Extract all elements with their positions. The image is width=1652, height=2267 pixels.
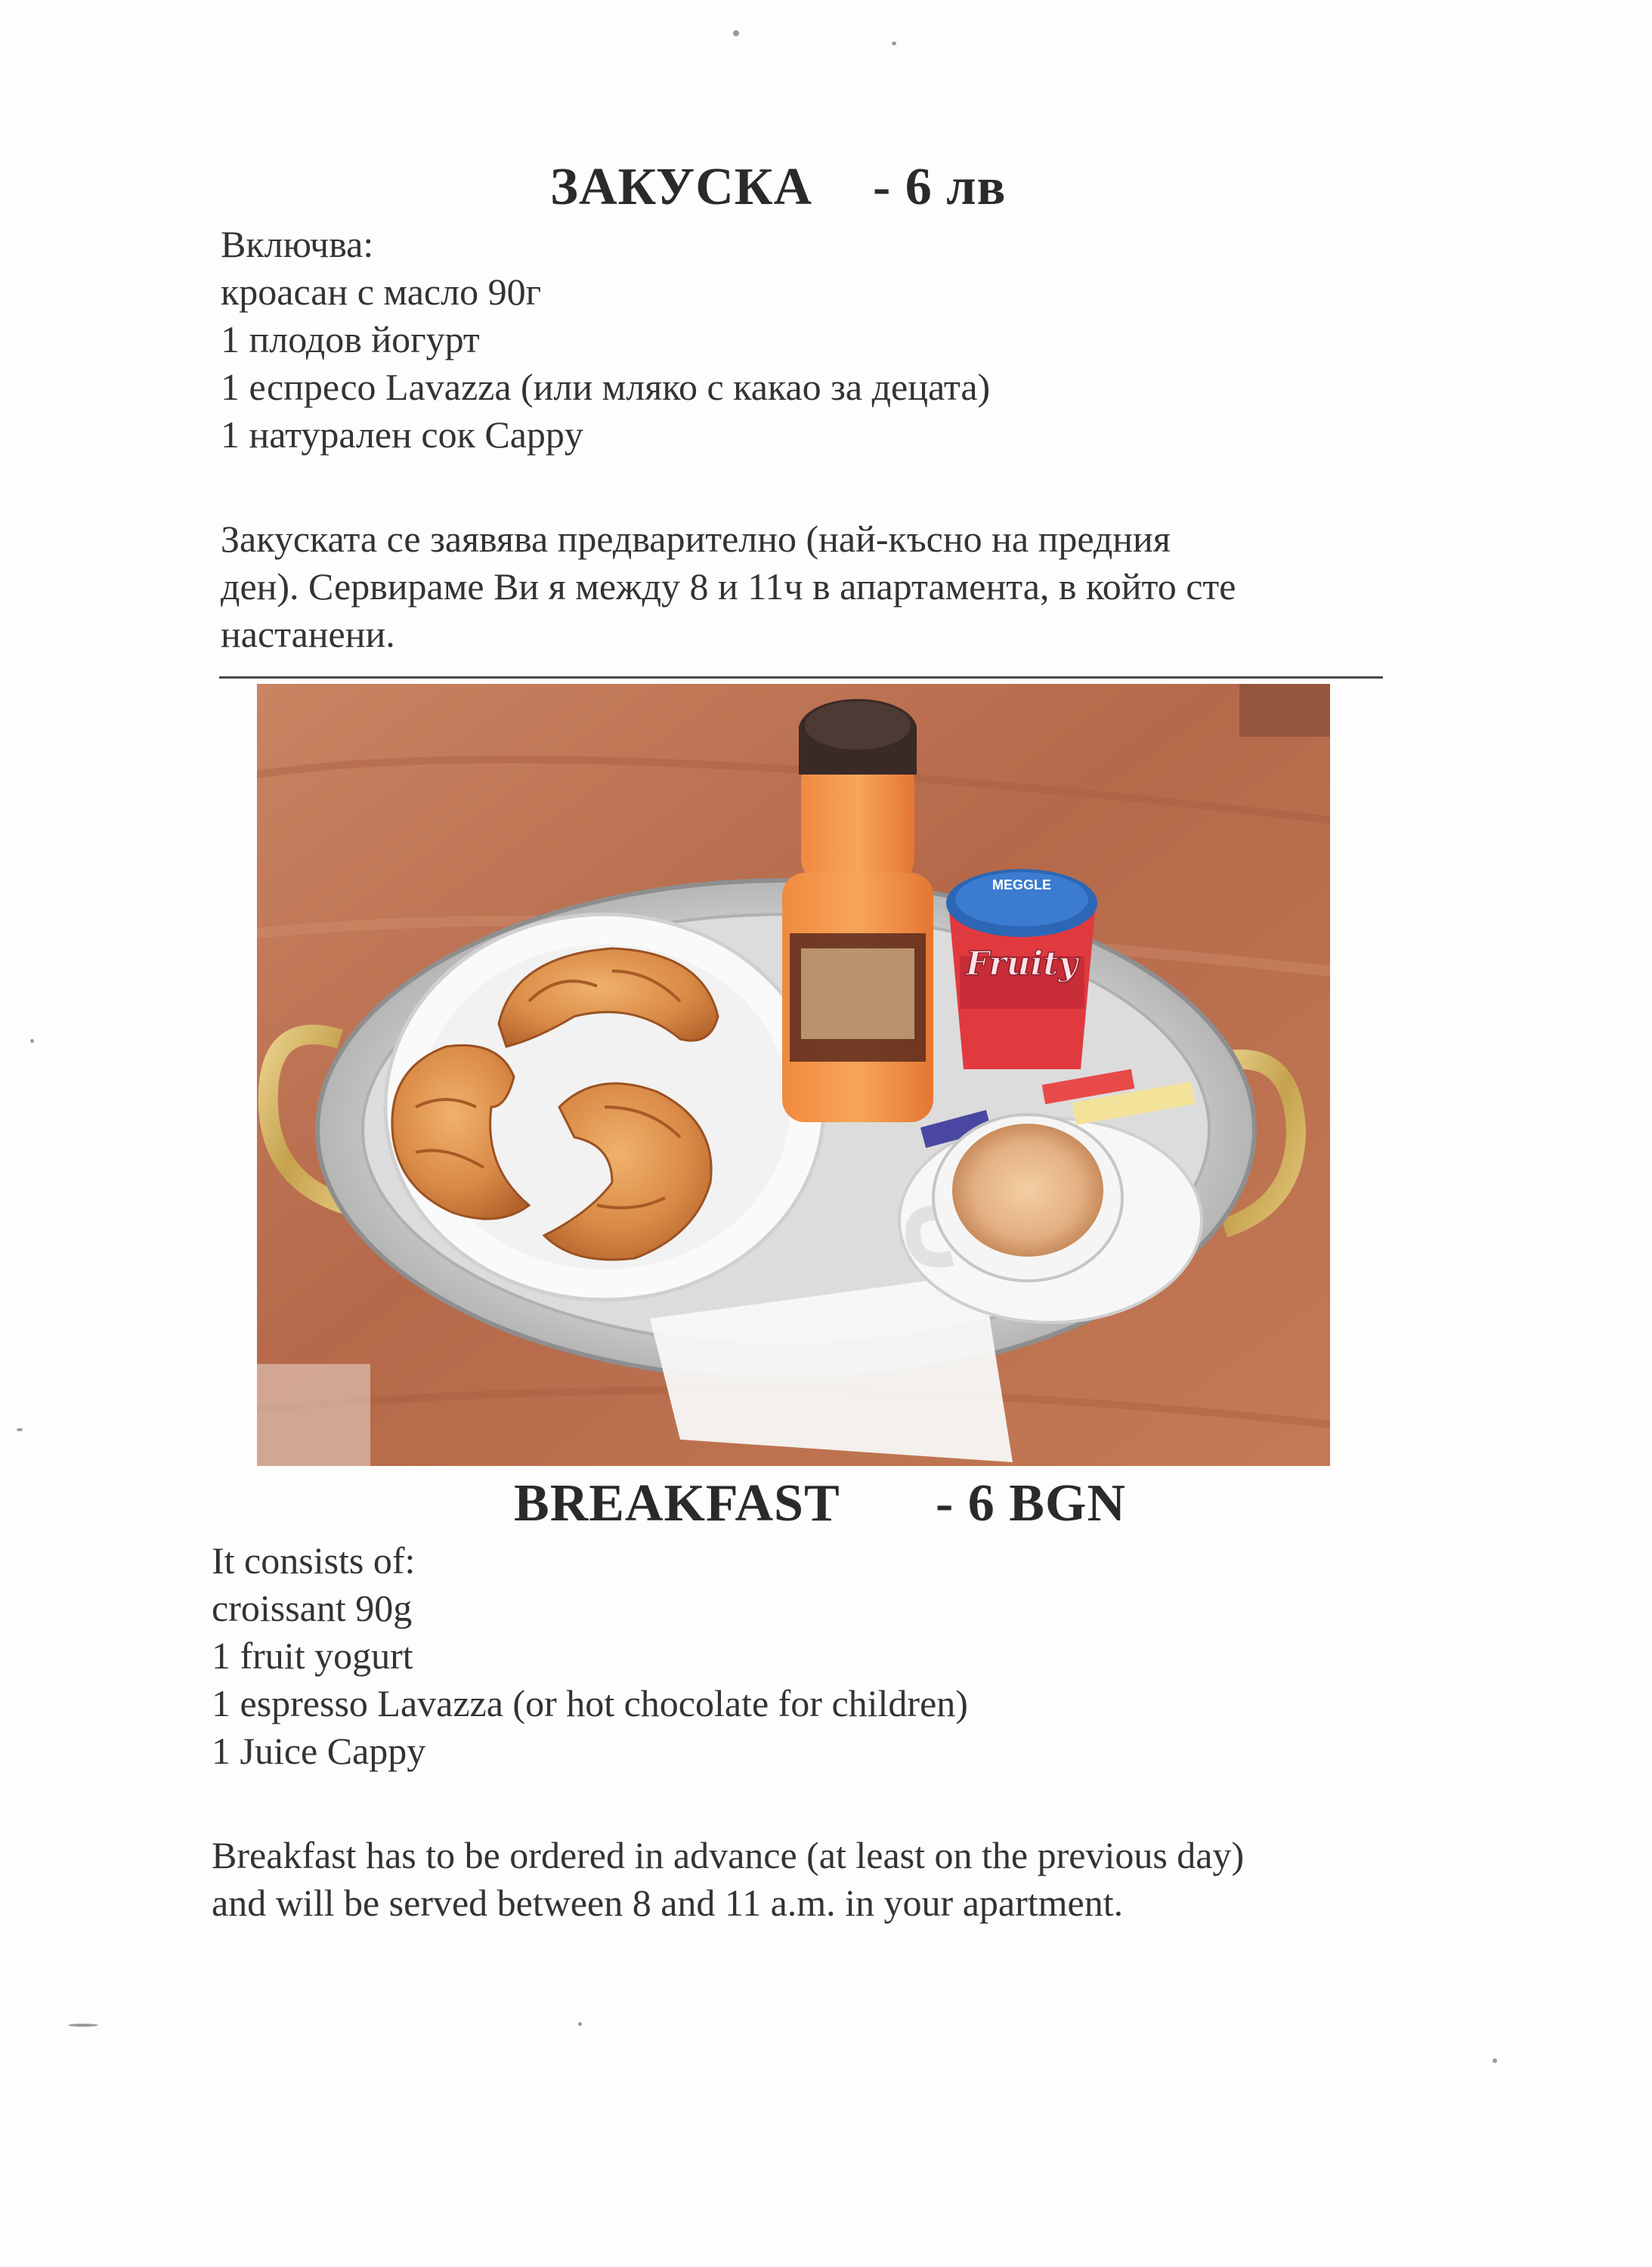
scan-speck [578, 2022, 582, 2026]
en-item-yogurt: 1 fruit yogurt [212, 1635, 413, 1677]
scan-speck [1493, 2058, 1497, 2063]
en-price-text: - 6 BGN [936, 1474, 1126, 1532]
yogurt-brand: MEGGLE [992, 877, 1052, 892]
en-order-note [212, 1832, 1244, 1927]
en-note-line-1: Breakfast has to be ordered in advance (at least on the previous day) [212, 1834, 1245, 1876]
bg-item-juice: 1 натурален сок Cappy [221, 413, 583, 456]
bg-price-text: - 6 лв [873, 158, 1007, 216]
en-title-text: BREAKFAST [514, 1474, 840, 1532]
en-includes-list [212, 1537, 968, 1775]
scan-speck [30, 1039, 34, 1043]
bg-order-note [221, 515, 1236, 658]
bg-title-text: ЗАКУСКА [550, 158, 813, 216]
bg-item-croissant: кроасан с масло 90г [221, 271, 542, 313]
bg-note-line-3: настанени. [221, 613, 395, 655]
scan-speck [733, 30, 739, 36]
en-item-croissant: croissant 90g [212, 1587, 413, 1629]
bg-intro: Включва: [221, 223, 374, 265]
en-item-espresso: 1 espresso Lavazza (or hot chocolate for children) [212, 1682, 968, 1724]
bg-item-yogurt: 1 плодов йогурт [221, 318, 480, 360]
divider-line [219, 676, 1383, 679]
breakfast-photo [257, 684, 1330, 1466]
bg-item-espresso: 1 еспресо Lavazza (или мляко с какао за децата) [221, 366, 991, 408]
juice-bottle [782, 699, 933, 1122]
en-note-line-2: and will be served between 8 and 11 a.m. in your apartment. [212, 1882, 1124, 1924]
yogurt-cup [946, 869, 1097, 1069]
bg-title [550, 157, 812, 218]
en-item-juice: 1 Juice Cappy [212, 1730, 426, 1772]
scan-speck [892, 42, 896, 45]
yogurt-name: Fruity [965, 945, 1078, 983]
bg-price [873, 157, 1006, 218]
espresso [952, 1124, 1103, 1257]
en-price [936, 1474, 1126, 1534]
scan-speck [17, 1428, 23, 1431]
bg-note-line-2: ден). Сервираме Ви я между 8 и 11ч в апартамента, в който сте [221, 565, 1236, 608]
en-intro: It consists of: [212, 1539, 416, 1582]
breakfast-tray-illustration [257, 684, 1330, 1466]
bg-includes-list [221, 221, 990, 459]
en-title [514, 1474, 840, 1534]
bg-note-line-1: Закуската се заявява предварително (най-късно на предния [221, 518, 1171, 560]
scan-speck [68, 2024, 98, 2027]
